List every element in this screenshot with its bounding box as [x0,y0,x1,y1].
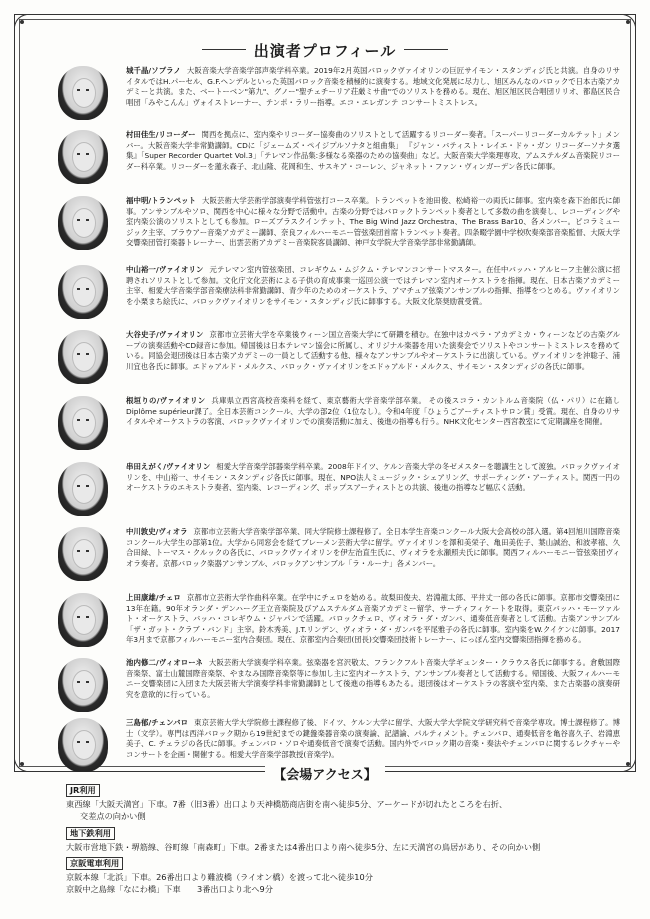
access-line: 京阪本線「北浜」下車。26番出口より難波橋（ライオン橋）を渡って北へ徒歩10分 [66,872,373,882]
access-heading: 地下鉄利用 [66,827,115,840]
portrait-photo-icon [58,66,108,120]
performer-row [30,330,620,388]
access-section-jr [66,784,606,822]
performer-bio [126,196,620,249]
access-heading: 京阪電車利用 [66,857,123,870]
portrait-photo-icon [58,527,108,581]
performer-bio [126,527,620,569]
portrait-photo-icon [58,462,108,516]
performer-name: 福中明/トランペット [126,196,197,205]
performer-name: 根垣りの/ヴァイオリン [126,396,206,405]
performer-row [30,396,620,454]
access-heading: JR利用 [66,784,100,797]
performer-bio [126,130,620,172]
performer-bio-text: 大阪音楽大学音楽学部声楽学科卒業。2019年2月英国バロックヴァイオリンの巨匠サイモン・スタンディジ氏と共演。自身のリサイタルではH.パーセル、G.F.ヘンデルといった英国バロック音楽を積極的に演奏する。地域文化発展に尽力し、旭区みんなのバロックで日本古楽アカデミーと共演。また、ベートーベン"第九"、グノー"聖チェチーリア荘厳ミサ曲"でのソリストを務める。現在、旭区旭区民合唱団リリオ、都島区民合唱団「みやこんん」ヴォイストレーナー、テンポ・ラリー指導。エコ・エレガンテ コンサートミストレス。 [126,66,620,107]
performer-name: 城千晶/ソプラノ [126,66,181,75]
portrait-photo-icon [58,330,108,384]
performer-bio-text: 東京芸術大学大学院修士課程修了後、ドイツ、ケルン大学に留学、大阪大学大学院文学研究科で音楽学専攻。博士課程修了。博士（文学）。専門は西洋バロック期から19世紀までの鍵盤楽器音楽の演奏論、記譜論、パルティメント。チェンバロ、通奏低音を亀谷喜久子、岩淵恵美子、C. チェラジの各氏に師事。チェンバロ・ソロや通奏低音で演奏で活動。国内外でバロック期の音楽・奏法やチェンバロに関するレクチャーやコンサートを企画・開催する。相愛大学音楽学部教授(音楽学)。 [126,718,620,759]
portrait-photo-icon [58,658,108,712]
portrait-photo-icon [58,593,108,647]
performer-bio [126,265,620,307]
performer-bio-text: 相愛大学音楽学部器楽学科卒業。2008年ドイツ、ケルン音楽大学の冬ゼメスターを聴講生として渡独。バロックヴァイオリンを、中山裕一、サイモン・スタンディジ各氏に師事。現在、NPO法人ミュージック・シェアリング、サポーティング・アーティスト。関西一円のオーケストラのエキストラ奏者、室内楽、レコーディング、ポップスアーティストとの共演、後進の指導など幅広く活動。 [126,462,620,493]
access-line: 東西線「大阪天満宮」下車。7番（旧3番）出口より天神橋筋商店街を南へ徒歩5分、アーケードが切れたところを右折、 [66,799,508,809]
performer-bio-text: 元テレマン室内管弦楽団、コレギウム・ムジクム・テレマンコンサートマスター。在任中バッハ・アルヒーフ主催公演に招聘されソリストとして参加。文化庁文化芸術による子供の育成事業一巡回公演一ではテレマン室内オーケストラを指揮。現在、日本古楽アカデミー主宰、相愛大学音楽学部音楽療法科非常勤講師、青少年のためのオーケストラ、アマチュア弦楽アンサンブルの指揮、指導をつとめる。ヴァイオリンを小栗まち絵氏に、バロックヴァイオリンをサイモン・スタンディジ氏に師事する。大阪文化祭奨励賞受賞。 [126,265,620,306]
performer-row [30,265,620,323]
performer-bio-text: 関西を拠点に、室内楽やリコーダー協奏曲のソリストとして活躍するリコーダー奏者。「スーパーリコーダーカルテット」メンバー。大阪音楽大学非常勤講師。CDに「ジェームズ・ペイジプルソナタと組曲集」 『ジャン・バティスト・レイエ・ドゥ・ガン リコーダーソナタ選集』「Super Recorder Quartet Vol.3」「テレマン作品集:多様なる楽器のための協奏曲」など。大阪音楽大学楽理専攻、アムステルダム音楽院リコーダー科卒業。リコーダーを蓮永森子、北山隆、花岡和生、サスキア・コーレン、ジャネット・ファン・ヴィンガーデン各氏に師事。 [126,130,620,171]
portrait-photo-icon [58,196,108,250]
performer-row [30,462,620,520]
performer-row [30,593,620,651]
page-title: 出演者プロフィール [194,40,457,61]
performer-bio-text: 大阪芸術大学演奏学科卒業。弦楽器を宮沢敬太、フランクフルト音楽大学ギュンター・クラウス各氏に師事する。倉敷国際音楽祭、富士山麓国際音楽祭、やまなみ国際音楽祭等に参加し主に室内オーケストラ、アンサンブル奏者として活動する。帰国後、大阪フィルハーモニー交響楽団に入団また大阪芸術大学演奏学科非常勤講師として後進の指導もあたる。退団後はオーケストラの客演や室内楽、また古楽器の演奏研究を意欲的に行っている。 [126,658,620,699]
performer-bio [126,658,620,700]
portrait-photo-icon [58,396,108,450]
performer-name: 大谷史子/ヴァイオリン [126,330,204,339]
access-section-subway [66,827,606,853]
corner-ornament-icon [618,14,636,32]
performer-bio [126,718,620,760]
access-title-wrap [0,764,650,783]
access-line: 大阪市営地下鉄・堺筋線、谷町線「南森町」下車。2番または4番出口より南へ徒歩5分、左に天満宮の鳥居があり、その向かい側 [66,842,541,852]
performer-bio [126,66,620,108]
performer-bio [126,593,620,646]
performer-name: 中山裕一/ヴァイオリン [126,265,204,274]
performer-row [30,658,620,716]
performer-name: 中川敦史/ヴィオラ [126,527,188,536]
access-title: 【会場アクセス】 [265,764,385,783]
performer-bio-text: 大阪芸術大学芸術学部演奏学科管弦打コース卒業。トランペットを池田俊、松崎裕一の両氏に師事。室内楽を森下治郎氏に師事。アンサンブルやソロ、関西を中心に様々な分野で活動中。古楽の分野ではバロックトランペット奏者として多数の曲を演奏し、レコーディングや室内楽公演のソリストとしても参加。ローズブラスクインテット、The Big Wind Jazz Orchestra、The Brass Bar10、各メンバー。ピコラミュージック主宰、ブラウアー音楽アカデミー講師、奈良フィルハーモニー管弦楽団首席トランペット奏者。四条畷学園中学校吹奏楽部音楽監督、大阪大学交響楽団管打楽器トレーナー、出雲芸術アカデミー音楽院客員講師、神戸女学院大学音楽学部非常勤講師。 [126,196,620,248]
performer-name: 村田佳生/リコーダー [126,130,196,139]
performer-name: 串田えがく/ヴァイオリン [126,462,211,471]
performer-name: 上田康雄/チェロ [126,593,181,602]
performer-bio-text: 京都市立芸術大学を卒業後ウィーン国立音楽大学にて研鑽を積む。在独中はカペラ・アカデミカ・ウィーンなどの古楽グループの演奏活動やCD録音に参加。帰国後は日本テレマン協会に所属し、オリジナル楽器を用いた演奏会でソリストやコンサートミストレスを務めている。同協会退団後は日本古楽アカデミーの一員として活動する他、様々なアンサンブルやオーケストラに出演している。ヴァイオリンを沖聡子、浦川宜也各氏に師事。エドゥアルド・メルクス、バロック・ヴァイオリンをエドゥアルド・メルクス、サイモン・スタンディジの各氏に師事。 [126,330,620,371]
performer-bio [126,330,620,372]
portrait-photo-icon [58,130,108,184]
portrait-photo-icon [58,265,108,319]
performer-name: 池内修二/ヴィオローネ [126,658,203,667]
performer-row [30,527,620,585]
access-section-keihan [66,857,606,895]
performer-bio [126,462,620,494]
title-wrap [0,40,650,61]
performer-bio [126,396,620,428]
performer-bio-text: 京都市立芸術大学作曲科卒業。在学中にチェロを始める。故梨田俊夫、岩淵龍太郎、平井丈一郎の各氏に師事。京都市交響楽団に13年在籍。90年オランダ・デンハーグ王立音楽院及びアムステルダム音楽アカデミー留学、サーティフィケートを取得。東京バッハ・モーツァルト・オーケストラ、バッハ・コレギウム・ジャパンで活躍。バロックチェロ、ヴィオラ・ダ・ガンバ、通奏低音奏者として活動。古楽アンサンブル「ザ・ガット・クラブ・バンド」主宰。鈴木秀美、J.T.リンデン、ヴィオラ・ダ・ガンバを平尾雅子の各氏に師事。室内楽をW.クイケンに師事。2017年3月まで京都フィルハーモニー室内合奏団。現在、京都室内合奏団(団長)交響楽団技術トレーナー、にっぽん室内交響楽団指揮を務める。 [126,593,620,645]
performer-row [30,196,620,254]
performer-bio-text: 兵庫県立西宮高校音楽科を経て、東京藝術大学音楽学部卒業。 その後スコラ・カントルム音楽院（仏・パリ）に在籍しDiplôme supérieur課了。全日本芸術コンクール、大学の部2位（1位なし）。令和4年度「ひょうごアーティストサロン賞」受賞。現在、自身のリサイタルやオーケストラの客演、バロックヴァイオリンでの演奏活動に加え、後進の指導も行う。NHK文化センター西宮教室にて定期講座を開催。 [126,396,620,427]
performer-name: 三島郁/チェンバロ [126,718,189,727]
performer-row [30,66,620,124]
performer-row [30,130,620,188]
corner-ornament-icon [14,14,32,32]
access-line: 京阪中之島線「なにわ橋」下車 3番出口より北へ9分 [66,884,273,894]
performer-bio-text: 京都市立芸術大学音楽学部卒業、同大学院修士課程修了。全日本学生音楽コンクール大阪大会高校の部入選。第4回旭川国際音楽コンクール大学生の部第1位。大学から同窓会を経てブレーメン芸術大学に留学。ヴァイオリンを澤和美栄子、亀田美佐子、葉山誠治、和波孝禧、久合田緑、トーマス・クルックの各氏に、バロックヴァイオリンを伊左治直生氏に、ヴィオラを永瀬照夫氏に師事。関西フィルハーモニー管弦楽団ヴィオラ奏者。京都バロック楽器アンサンブル、バロックアンサンブル「ラ・ルーナ」各メンバー。 [126,527,620,568]
access-line: 交差点の向かい側 [80,811,146,821]
